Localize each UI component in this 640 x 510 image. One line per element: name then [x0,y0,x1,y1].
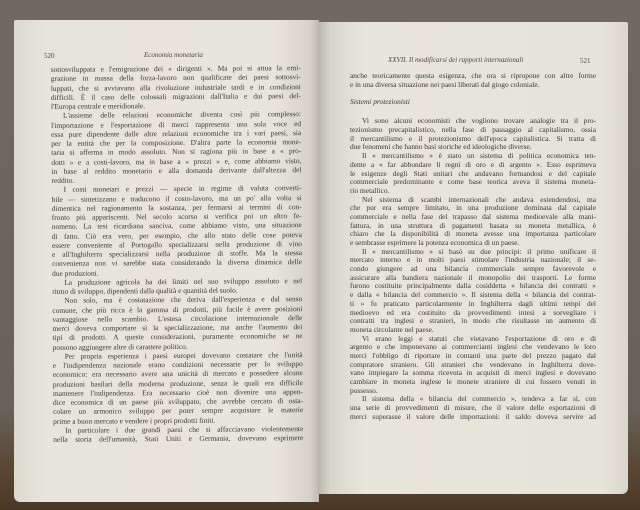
body-text [51,63,304,444]
text-line: due produzioni. [52,268,99,278]
text-line: l'Europa centrale e meridionale. [50,101,146,111]
text-line: Il sistema della « bilancia del commercio », tendeva a far sì, con [362,395,596,404]
text-line: mantenere l'indipendenza. Era necessario cioè non divenire una appen- [52,386,303,398]
left-page [14,20,319,502]
text-line: e in una diversa situazione nei paesi liberati dal giogo coloniale. [350,80,540,89]
text-line: L'assieme delle relazioni economiche diventa così più complesso: [63,109,302,121]
paragraph [350,395,596,421]
text-line: le esigenze degli Stati unitari che andavano formandosi e del capitale [350,169,596,178]
text-line: nomeno. La tesi ricardiana sanciva, come abbiamo visto, una situazione [51,220,302,232]
text-line: per la entità che per la composizione. D'altra parte la economia mone- [51,137,302,148]
paragraph [52,183,303,277]
paragraph [53,424,303,444]
text-line: contratti tra inglesi e stranieri, in modo che risultasse un aumento di [350,317,596,326]
text-line: condo giungere ad una bilancia commerciale sempre favorevole e [350,265,596,274]
text-line: mercato interno e in molti paesi stimolare l'industria nazionale; il se- [350,256,596,265]
paragraph [350,117,596,152]
paragraph [350,72,596,89]
body-text [350,72,596,421]
text-line: commerciale e nella fase del trapasso dal sistema medioevale alla mani- [350,212,596,221]
right-page [318,22,628,494]
text-line: Vi erano leggi e statuti che vietavano l'esportazione di oro e di [362,334,596,343]
text-line: possono aggiungere altre di carattere politico. [52,341,188,352]
text-line: merci superasse il valore delle importazioni: il saldo doveva servire ad [350,412,596,421]
text-line: nella storia dell'umanità, Stati Uniti e Germania, dovevano esprimere [53,433,304,444]
text-line: dente a « far abbondare li regni di oro e di argento ». Esso esprimeva [350,160,596,169]
text-line: l'importazione e l'esportazione di merci rappresenta una sola voce ed [51,118,302,130]
text-line: argento e che imponevano ai commercianti inglesi che vendevano le loro [350,343,596,352]
paragraph [350,152,596,195]
text-line: e l'indipendenza nazionale erano condizioni necessarie per lo sviluppo [52,359,303,370]
text-line: due fenomeni che hanno basi storiche ed ideologiche diverse. [350,143,532,152]
text-line: economico: era necessario avere una unicità di mercato e possedere alcune [52,368,303,380]
section-heading: Sistemi protezionisti [350,97,410,107]
text-line: Non solo, ma è costatazione che deriva dall'esperienza e dal senso [64,294,303,306]
page-number: 521 [580,57,591,65]
text-line: produzioni basilari della moderna produzione, senza le quali era difficile [52,377,303,389]
text-line: anche teoricamente questa esigenza, che ora si ripropone con altre forme [350,72,596,80]
text-line: In particolare i due grandi paesi che si affacciavano violentemente [65,423,304,435]
text-line: vano impiegare la somma ricevuta in acquisti di merci inglesi e dovevano [350,369,596,378]
text-line: cambiare in moneta inglese le monete straniere di cui fossero venuti in [350,378,596,386]
text-line: difficili. È il caso delle colossali migrazioni dall'Italia e dai paesi del- [50,90,301,102]
text-line: rio metallico. [350,186,390,195]
text-line: Vi sono alcuni economisti che vogliono trovare analogie tra il pro- [362,117,596,126]
text-line: commerciale predominante e come base teorica aveva il sistema moneta- [350,178,596,187]
text-line: taria si afferma in modo assoluto. Non si ragiona più in base a « pro- [51,146,302,158]
text-line: bile — sintetizzano e traducono il costo-lavoro, ma un po' alla volta si [51,192,302,204]
text-line: essere conveniente al Portogallo specializzarsi nella produzione di vino [51,238,302,250]
text-line: essa pure dipendente dalle altre relazioni economiche tra i vari paesi, sia [51,127,302,139]
text-line: moneta circolante nel paese. [350,325,434,334]
text-line: medioevo ed era costituito da provvedimenti intesi a sorvegliare i [350,308,596,317]
running-head: Economia monetaria [144,51,203,59]
text-line: fattura, in una struttura di pagamenti basata su moneta metallica, è [350,221,596,230]
paragraph [350,248,596,335]
text-line: e sembrasse esprimere la potenza economica di un paese. [350,239,520,247]
text-line: e dalla « bilancia del commercio ». Il sistema della « bilancia dei contrat- [350,291,596,300]
text-line: fronto più appariscenti. Nel secolo scorso si verifica poi un altro fe- [51,211,302,222]
text-line: furono costituite principalmente dalla cosiddetta « bilancia dei contratti » [350,282,596,291]
text-line: La produzione agricola ha dei limiti nel suo sviluppo assoluto e nel [64,275,303,287]
text-line: grazione in massa della forza-lavoro non qualificate dei paesi sottosvi- [50,72,301,84]
text-line: dotti » e a costi-lavoro, ma in base a « prezzi » e, come abbiamo visto, [51,155,302,167]
text-line: prime a buon mercato e vendere i propri prodotti finiti. [53,415,216,426]
text-line: convenienza non vi sarebbe stata considerando la diversa dinamica delle [52,257,303,269]
text-line: colare un armonico sviluppo per poter sempre acquistare le materie [53,405,304,417]
text-line: I costi monetari e prezzi — specie in regime di valuta converti- [63,183,302,195]
text-line: una serie di provvedimenti di misure, che il valore delle esportazioni di [350,404,596,413]
text-line: merci l'obbligo di riportare in contanti una parte del prezzo pagato dal [350,351,596,360]
text-line: chiaro che la disponibilità di moneta avesse una importanza particolare [350,230,596,239]
paragraph [52,294,302,351]
text-line: ti » fu praticato particolarmente in Inghilterra dagli ultimi tempi del [350,299,596,308]
text-line: di fatto. Ciò era vero, per esempio, che allo stato delle cose poteva [51,229,302,241]
text-line: Nel sistema di scambi internazionali che andava estendendosi, ma [362,195,596,204]
page-number: 520 [44,52,55,60]
text-line: Il « mercantilismo » è stato un sistema di politica economica ten- [362,152,596,161]
text-line: vantaggiose nello scambio. L'estesa circolazione internazionale delle [52,312,303,324]
text-line: ritmo di sviluppo, dipendenti dalla qualità e quantità del suolo. [52,285,238,296]
paragraph [350,196,596,248]
paragraph [51,63,301,111]
paragraph [53,350,304,426]
running-head: XXVII. Il modificarsi dei rapporti internazionali [388,56,524,64]
paragraph [51,109,302,185]
text-line: tipi di prodotti. A queste considerazioni, puramente economiche se ne [52,331,303,343]
text-line: che pur era sempre limitato, in una produzione dominata dal capitale [350,204,596,213]
text-line: e all'Inghilterra specializzarsi nella produzione di stoffe. Ma la stessa [51,248,303,259]
text-line: tezionismo precapitalistico, nella fase di passaggio al capitalismo, ossia [350,126,596,135]
text-line: Il « mercantilismo » si basò su due principi: il primo unificare il [362,247,596,256]
text-line: merci doveva comportare sì la specializzazione, ma anche l'aumento dei [52,322,303,333]
text-line: reddito. [51,175,75,185]
text-line: in base al reddito monetario e alla domanda derivante dall'altezza del [51,164,302,176]
text-line: dice economica di un paese più sviluppato, che avrebbe cercato di osta- [53,396,304,407]
paragraph [350,335,596,396]
text-line: assicurare alla bandiera nazionale il monopolio dei trasporti. Le forme [350,273,596,282]
text-line: possesso. [350,386,378,395]
text-line: compratore straniero. Gli stranieri che vendevano in Inghilterra dove- [350,360,596,369]
text-line: il mercantilismo e il protezionismo dell'epoca capitalistica. Si tratta di [350,134,596,143]
text-line: sottosviluppata e l'emigrazione dei « dirigenti ». Ma poi si attua la emi- [50,63,301,74]
text-line: Per propria esperienza i paesi europei dovevano costatare che l'unità [64,349,303,361]
text-line: dimentica nel ragionamento la sostanza, per fermarsi ai termini di con- [51,201,302,213]
text-line: comune, che più ricca è la gamma di prodotti, più facile è avere posizioni [52,303,303,315]
paragraph [52,276,302,296]
text-line: luppati, che si avviavano alla rivoluzione industriale tardi e in condizioni [50,81,301,93]
